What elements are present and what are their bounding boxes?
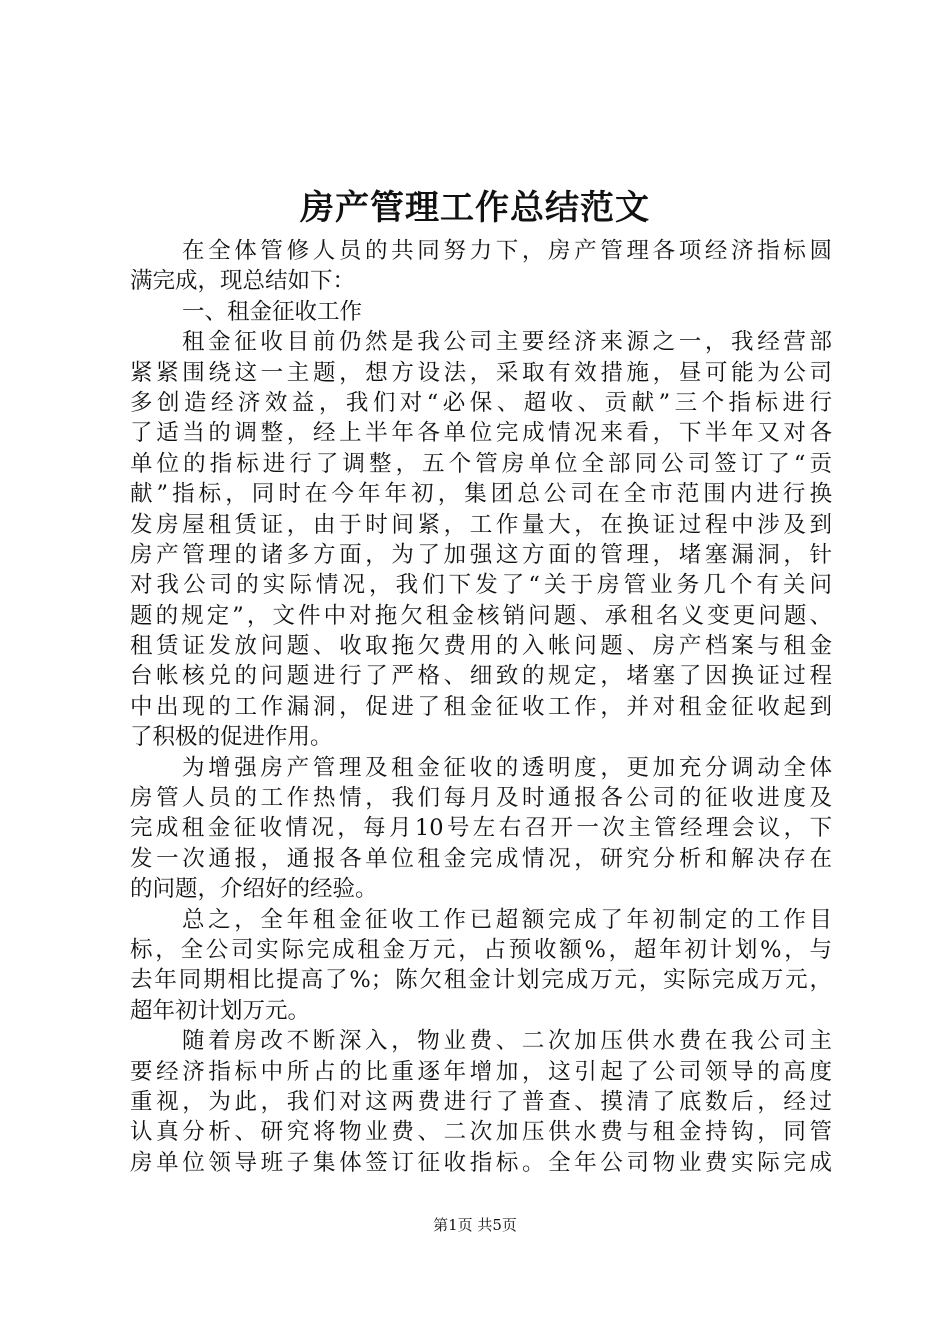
paragraph-line: 去年同期相比提高了%；陈欠租金计划完成万元，实际完成万元， xyxy=(130,967,832,994)
paragraph-line: 认真分析、研究将物业费、二次加压供水费与租金持钩，同管 xyxy=(130,1119,832,1146)
paragraph-line: 房管人员的工作热情，我们每月及时通报各公司的征收进度及 xyxy=(130,785,832,812)
paragraph-line: 标，全公司实际完成租金万元，占预收额%，超年初计划%，与 xyxy=(130,936,832,963)
paragraph-line: 总之，全年租金征收工作已超额完成了年初制定的工作目 xyxy=(182,906,832,933)
paragraph-line: 房单位领导班子集体签订征收指标。全年公司物业费实际完成 xyxy=(130,1149,832,1176)
paragraph-line: 发一次通报，通报各单位租金完成情况，研究分析和解决存在 xyxy=(130,845,832,872)
page-footer xyxy=(0,1215,950,1235)
paragraph-line: 在全体管修人员的共同努力下，房产管理各项经济指标圆 xyxy=(182,238,832,264)
paragraph-line: 随着房改不断深入，物业费、二次加压供水费在我公司主 xyxy=(182,1028,832,1055)
paragraph-line: 重视，为此，我们对这两费进行了普查、摸清了底数后，经过 xyxy=(130,1088,832,1115)
paragraph-line: 了适当的调整，经上半年各单位完成情况来看，下半年又对各 xyxy=(130,420,832,447)
paragraph-line: 多创造经济效益，我们对“必保、超收、贡献”三个指标进行 xyxy=(130,389,832,416)
paragraph-line: 了积极的促进作用。 xyxy=(130,724,333,751)
paragraph-line: 满完成，现总结如下： xyxy=(130,268,356,295)
paragraph-line: 单位的指标进行了调整，五个管房单位全部同公司签订了“贡 xyxy=(130,450,832,477)
section-heading: 一、租金征收工作 xyxy=(182,298,363,325)
paragraph-line: 完成租金征收情况，每月10号左右召开一次主管经理会议，下 xyxy=(130,815,832,842)
paragraph-line: 紧紧围绕这一主题，想方设法，采取有效措施，昼可能为公司 xyxy=(130,359,832,386)
page-number: 第1页 共5页 xyxy=(433,1216,517,1234)
document-title: 房产管理工作总结范文 xyxy=(300,188,650,228)
paragraph-line: 题的规定”，文件中对拖欠租金核销问题、承租名义变更问题、 xyxy=(130,602,832,629)
document-body xyxy=(130,236,832,1178)
paragraph-line: 发房屋租赁证，由于时间紧，工作量大，在换证过程中涉及到 xyxy=(130,511,832,538)
paragraph-line: 租赁证发放问题、收取拖欠费用的入帐问题、房产档案与租金 xyxy=(130,633,832,660)
paragraph-line: 对我公司的实际情况，我们下发了“关于房管业务几个有关问 xyxy=(130,572,832,599)
paragraph-line: 台帐核兑的问题进行了严格、细致的规定，堵塞了因换证过程 xyxy=(130,663,832,690)
paragraph-line: 的问题，介绍好的经验。 xyxy=(130,876,378,903)
paragraph-line: 中出现的工作漏洞，促进了租金征收工作，并对租金征收起到 xyxy=(130,693,832,720)
paragraph-line: 献”指标，同时在今年年初，集团总公司在全市范围内进行换 xyxy=(130,481,832,508)
paragraph-line: 房产管理的诸多方面，为了加强这方面的管理，堵塞漏洞，针 xyxy=(130,541,832,568)
paragraph-line: 租金征收目前仍然是我公司主要经济来源之一，我经营部 xyxy=(182,329,832,356)
paragraph-line: 超年初计划万元。 xyxy=(130,997,311,1024)
paragraph-line: 为增强房产管理及租金征收的透明度，更加充分调动全体 xyxy=(182,754,832,781)
paragraph-line: 要经济指标中所占的比重逐年增加，这引起了公司领导的高度 xyxy=(130,1058,832,1085)
